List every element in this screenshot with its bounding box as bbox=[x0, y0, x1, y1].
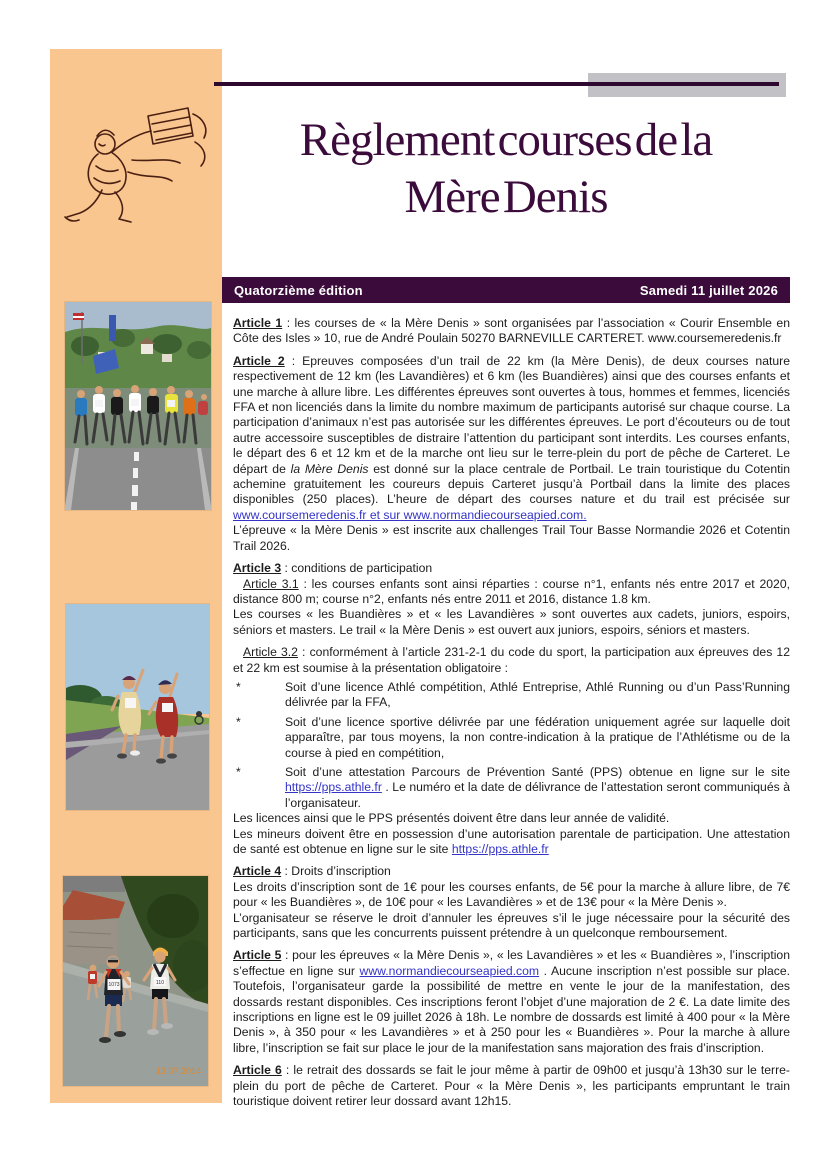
link-url[interactable]: https://pps.athle.fr bbox=[451, 842, 549, 856]
bib-number-2: 110 bbox=[156, 980, 164, 986]
text-run: : Droits d’inscription bbox=[281, 864, 391, 879]
text-run: : Epreuves composées d’un trail de 22 km (la Mère Denis), de deux courses nature respectivement de 12 km (les Lavandières) et 6 km (les Buandières) ainsi que des courses enfants et une marche à allure libre. Les différentes épreuves sont ouvertes à tous, hommes et femmes, licenciés FFA et non licenciés dans la limite du nombre maximum de participants autorisé sur chaque course. La participation d’animaux n’est pas autorisée sur les différentes épreuves. Le port d’écouteurs ou de tout autre accessoire susceptibles de distraire l’attention du participant sont interdits. Les courses enfants, le départ des 6 et 12 km et de la marche ont lieu sur le terre-plein du port de pêche de Carteret. Le départ de bbox=[233, 353, 790, 476]
paragraph bbox=[233, 561, 790, 576]
mere-denis-caricature-icon bbox=[52, 100, 214, 238]
paragraph bbox=[233, 864, 790, 879]
photo-costumed-runners bbox=[66, 604, 209, 810]
paragraph bbox=[233, 645, 790, 676]
article-heading: Article 1 bbox=[233, 316, 283, 330]
text-run: . Aucune inscription n’est possible sur place. Toutefois, l’organisateur garde la possibilité de mettre en vente le jour de la manifestation, des dossards restant disponibles. Ces inscriptions feront l’objet d’une majoration de 2 €. La date limite des inscriptions en ligne est le 09 juillet 2026 à 18h. Le nombre de dossards est limité à 400 pour « la Mère Denis », à 350 pour « les Lavandières » et à 250 pour les « Buandières ». Pour la marche à allure libre, l’inscription se fait sur place le jour de la manifestation sans majoration des frais d’inscription. bbox=[233, 963, 791, 1055]
bullet-asterisk: * bbox=[236, 679, 241, 694]
article-heading: Article 3 bbox=[233, 561, 282, 576]
bullet-asterisk: * bbox=[236, 714, 241, 729]
text-run: : les courses enfants sont ainsi réparties : course n°1, enfants nés entre 2017 et 2020, distance 800 m; course n°2, enfants nés entre 2011 et 2016, distance 1.8 km. bbox=[233, 576, 790, 606]
event-date: Samedi 11 juillet 2026 bbox=[639, 282, 778, 298]
bullet-text bbox=[285, 680, 790, 711]
link-url[interactable]: www.normandiecourseapied.com bbox=[359, 963, 540, 978]
photo-race-start-crowd bbox=[65, 302, 211, 510]
page-title-line1: Règlement courses de la bbox=[299, 114, 713, 166]
text-run: : les courses de « la Mère Denis » sont organisées par l’association « Courir Ensemble en Côte des Isles » 10, rue de André Poulain 50270 BARNEVILLE CARTERET. www.coursemeredenis.fr bbox=[233, 316, 790, 346]
sub-article-heading: Article 3.2 bbox=[243, 645, 298, 660]
paragraph bbox=[233, 316, 790, 347]
text-run: : conformément à l’article 231-2-1 du code du sport, la participation aux épreuves des 12 et 22 km est soumise à la présentation obligatoire : bbox=[233, 645, 790, 675]
paragraph bbox=[233, 607, 790, 638]
text-run: : pour les épreuves « la Mère Denis », « les Lavandières » et les « Buandières », l’inscription s’effectue en ligne sur bbox=[233, 948, 790, 978]
text-run: Les droits d’inscription sont de 1€ pour les courses enfants, de 5€ pour la marche à allure libre, de 7€ pour « les Buandières », de 10€ pour « les Lavandières » et de 13€ pour « la Mère Denis ». bbox=[233, 879, 790, 910]
page-title-line2: Mère Denis bbox=[404, 171, 608, 223]
paragraph bbox=[233, 827, 790, 858]
text-run: Les courses « les Buandières » et « les Lavandières » sont ouvertes aux cadets, juniors, espoirs, séniors et masters. Le trail « la Mère Denis » est ouvert aux juniors, espoirs, séniors et masters. bbox=[233, 607, 790, 637]
bib-number-1: 1073 bbox=[108, 982, 120, 988]
bullet-asterisk: * bbox=[236, 764, 241, 779]
bullet-item bbox=[233, 715, 790, 761]
paragraph bbox=[233, 523, 790, 554]
paragraph bbox=[233, 1063, 790, 1109]
photo-village-lane-runners bbox=[63, 876, 208, 1086]
page-title bbox=[222, 112, 790, 226]
text-run: : conditions de participation bbox=[281, 561, 433, 576]
paragraph bbox=[233, 880, 790, 911]
edition-banner bbox=[222, 277, 790, 303]
bullet-item bbox=[233, 765, 790, 811]
paragraph bbox=[233, 911, 790, 942]
article-heading: Article 6 bbox=[233, 1063, 282, 1078]
paragraph bbox=[233, 354, 790, 523]
link-url[interactable]: https://pps.athle.fr bbox=[285, 780, 382, 795]
text-run: : le retrait des dossards se fait le jour même à partir de 09h00 et jusqu’à 13h30 sur le terre-plein du port de pêche de Carteret. Pour « la Mère Denis », les participants empruntant le train touristique doivent retirer leur dossard avant 12h15. bbox=[233, 1063, 790, 1109]
bullet-item bbox=[233, 680, 790, 711]
text-run: Soit d’une attestation Parcours de Prévention Santé (PPS) obtenue en ligne sur le site bbox=[285, 764, 790, 779]
text-run: L’épreuve « la Mère Denis » est inscrite aux challenges Trail Tour Basse Normandie 2026 et Cotentin Trail 2026. bbox=[233, 523, 790, 553]
photo-timestamp: 13.07.2014 bbox=[155, 1066, 201, 1076]
text-run: est donné sur la place centrale de Portbail. Le train touristique du Cotentin achemine gratuitement les coureurs depuis Carteret jusqu’à Portbail dans la limite des places disponibles (250 places). L’heure de départ des courses nature et du trail est précisée sur bbox=[233, 461, 790, 507]
sub-article-heading: Article 3.1 bbox=[243, 576, 299, 591]
regulations-text bbox=[233, 316, 790, 1110]
article-heading: Article 4 bbox=[233, 864, 282, 879]
text-run: Les licences ainsi que le PPS présentés doivent être dans leur année de validité. bbox=[233, 811, 670, 826]
edition-label: Quatorzième édition bbox=[234, 282, 363, 298]
text-run: Soit d’une licence Athlé compétition, Athlé Entreprise, Athlé Running ou d’un Pass’Running délivrée par la FFA, bbox=[285, 679, 790, 710]
paragraph bbox=[233, 811, 790, 826]
header-divider-line bbox=[214, 82, 779, 86]
runner-sketch-drawing bbox=[52, 100, 214, 238]
article-heading: Article 5 bbox=[233, 948, 282, 963]
article-heading: Article 2 bbox=[233, 353, 285, 368]
paragraph bbox=[233, 948, 790, 1056]
bullet-text bbox=[285, 715, 790, 761]
text-run: Les mineurs doivent être en possession d’une autorisation parentale de participation. Une attestation de santé est obtenue en ligne sur le site bbox=[233, 826, 790, 856]
link-url[interactable]: www.coursemeredenis.fr et sur www.normandiecourseapied.com. bbox=[233, 507, 587, 522]
text-run: L’organisateur se réserve le droit d’annuler les épreuves s’il le juge nécessaire pour la sécurité des participants, sans que les concurrents puissent prétendre à un quelconque remboursement. bbox=[233, 910, 790, 941]
bullet-text bbox=[285, 765, 790, 811]
text-run: la Mère Denis bbox=[290, 461, 369, 476]
paragraph bbox=[233, 577, 790, 608]
text-run: . Le numéro et la date de délivrance de l’attestation seront communiqués à l’organisateur. bbox=[285, 780, 790, 810]
text-run: Soit d’une licence sportive délivrée par une fédération uniquement agrée sur laquelle doit apparaître, par tous moyens, la non contre-indication à la pratique de l’Athlétisme ou de la course à pied en compétition, bbox=[285, 714, 790, 760]
